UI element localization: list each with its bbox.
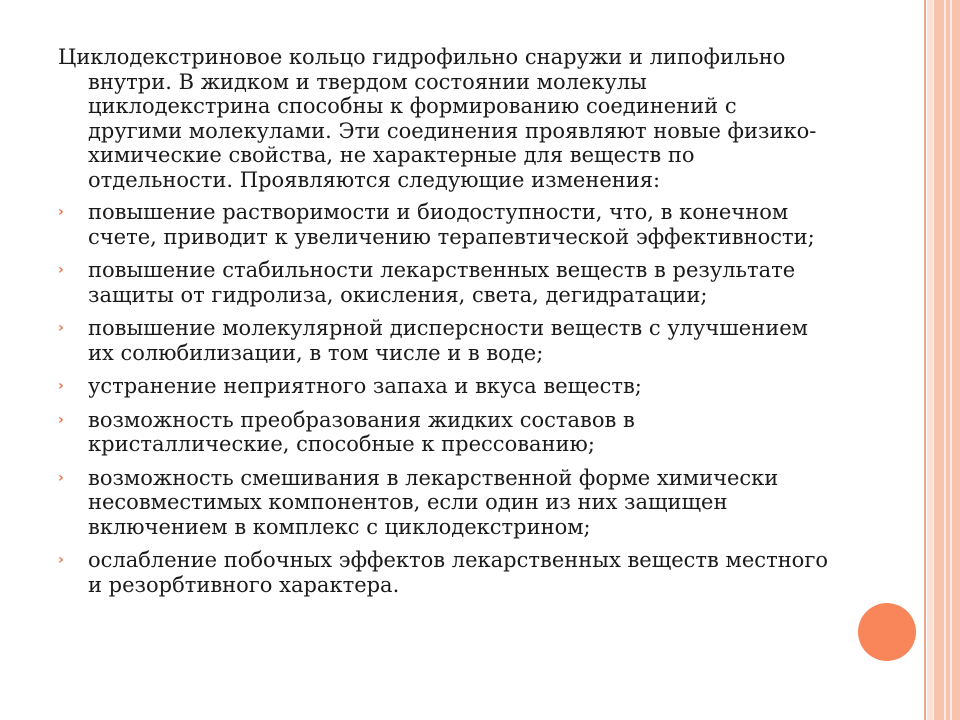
list-item-text: повышение растворимости и биодоступности, что, в конечном счете, приводит к увеличению терапевтической эффективности; bbox=[88, 200, 815, 249]
list-item bbox=[58, 466, 828, 540]
intro-paragraph: Циклодекстриновое кольцо гидрофильно снаружи и липофильно внутри. В жидком и твердом состоянии молекулы циклодекстрина способны к формированию соединений с другими молекулами. Эти соединения проявляют новые физико-химические свойства, не характерные для веществ по отдельности. Проявляются следующие изменения: bbox=[58, 45, 817, 192]
chevron-right-icon: › bbox=[58, 262, 64, 278]
chevron-right-icon: › bbox=[58, 411, 64, 428]
bullet-list bbox=[58, 200, 828, 597]
list-item bbox=[58, 200, 828, 249]
list-item-text: повышение молекулярной дисперсности веществ с улучшением их солюбилизации, в том числе и в воде; bbox=[88, 316, 808, 365]
border-stripe bbox=[950, 0, 952, 720]
chevron-right-icon: › bbox=[58, 320, 64, 336]
decorative-circle bbox=[858, 603, 916, 661]
border-stripe bbox=[944, 0, 946, 720]
list-item-text: возможность смешивания в лекарственной форме химически несовместимых компонентов, если один из них защищен включением в комплекс с циклодекстрином; bbox=[88, 465, 779, 539]
list-item bbox=[58, 408, 828, 457]
list-item-text: повышение стабильности лекарственных веществ в результате защиты от гидролиза, окисления, света, дегидратации; bbox=[88, 258, 796, 307]
chevron-right-icon: › bbox=[58, 469, 64, 486]
list-item bbox=[58, 258, 828, 307]
list-item bbox=[58, 374, 828, 399]
list-item bbox=[58, 316, 828, 365]
border-stripe bbox=[934, 0, 960, 720]
chevron-right-icon: › bbox=[58, 378, 64, 394]
list-item-text: устранение неприятного запаха и вкуса веществ; bbox=[88, 374, 642, 398]
chevron-right-icon: › bbox=[58, 204, 64, 220]
list-item-text: ослабление побочных эффектов лекарственных веществ местного и резорбтивного характера. bbox=[88, 548, 828, 597]
border-stripe bbox=[927, 0, 933, 720]
list-item bbox=[58, 548, 828, 597]
chevron-right-icon: › bbox=[58, 552, 64, 568]
slide-content bbox=[58, 45, 828, 606]
border-stripe bbox=[924, 0, 926, 720]
list-item-text: возможность преобразования жидких составов в кристаллические, способные к прессованию; bbox=[88, 407, 635, 456]
